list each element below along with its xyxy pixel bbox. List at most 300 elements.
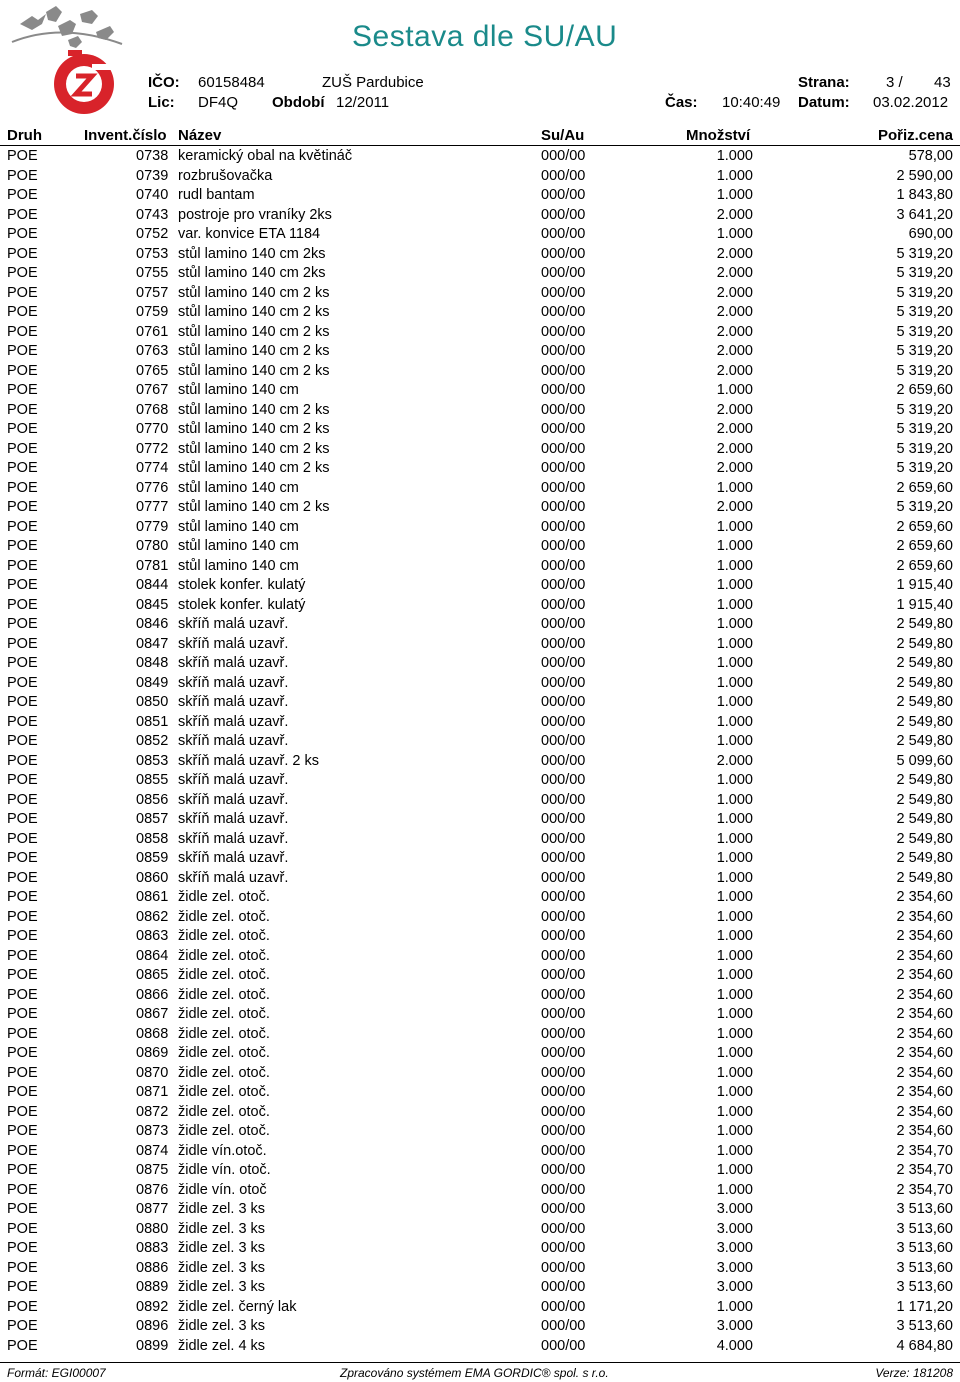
table-row (0, 1317, 960, 1337)
cell-nazev: var. konvice ETA 1184 (178, 226, 321, 242)
cell-porizovaci-cena: 2 549,80 (896, 791, 953, 808)
cell-invent-cislo: 0850 (136, 694, 169, 710)
cell-nazev: stůl lamino 140 cm (178, 557, 299, 574)
cell-mnozstvi: 1.000 (716, 1025, 753, 1042)
cell-druh: POE (7, 1064, 38, 1081)
cell-invent-cislo: 0772 (136, 440, 169, 457)
table-row (0, 362, 960, 382)
table-row (0, 693, 960, 713)
cell-mnozstvi: 2.000 (716, 343, 753, 359)
cell-invent-cislo: 0851 (136, 713, 169, 730)
cell-su-au: 000/00 (541, 694, 586, 710)
cell-druh: POE (7, 908, 38, 925)
cell-porizovaci-cena: 2 549,80 (896, 830, 953, 847)
cell-nazev: stůl lamino 140 cm (178, 479, 299, 496)
cell-su-au: 000/00 (541, 1279, 586, 1295)
cell-su-au: 000/00 (541, 1201, 586, 1217)
cell-mnozstvi: 1.000 (716, 167, 753, 184)
cell-mnozstvi: 3.000 (716, 1240, 753, 1256)
cell-druh: POE (7, 1240, 38, 1256)
cell-su-au: 000/00 (541, 1162, 586, 1178)
table-row (0, 615, 960, 635)
cell-su-au: 000/00 (541, 947, 586, 964)
data-table (0, 147, 960, 1356)
cell-porizovaci-cena: 5 319,20 (896, 499, 953, 515)
cell-nazev: židle zel. 3 ks (178, 1220, 266, 1237)
cell-su-au: 000/00 (541, 440, 586, 457)
cell-druh: POE (7, 362, 38, 379)
cell-su-au: 000/00 (541, 733, 586, 749)
org-name: ZUŠ Pardubice (322, 74, 424, 91)
cell-druh: POE (7, 967, 38, 983)
cell-nazev: židle zel. otoč. (178, 1045, 270, 1061)
cell-porizovaci-cena: 2 354,60 (896, 986, 953, 1003)
cell-nazev: stůl lamino 140 cm 2 ks (178, 401, 330, 418)
cell-su-au: 000/00 (541, 245, 586, 262)
cell-invent-cislo: 0889 (136, 1279, 169, 1295)
table-row (0, 830, 960, 850)
cell-su-au: 000/00 (541, 265, 586, 281)
cell-su-au: 000/00 (541, 167, 586, 184)
footer-version: Verze: 181208 (875, 1366, 953, 1380)
cell-invent-cislo: 0883 (136, 1240, 169, 1256)
table-row (0, 342, 960, 362)
cell-su-au: 000/00 (541, 811, 586, 827)
cell-mnozstvi: 1.000 (716, 577, 753, 593)
cell-su-au: 000/00 (541, 791, 586, 808)
cell-su-au: 000/00 (541, 713, 586, 730)
cell-su-au: 000/00 (541, 304, 586, 320)
cell-porizovaci-cena: 2 659,60 (896, 382, 953, 398)
cell-porizovaci-cena: 578,00 (908, 148, 953, 164)
cell-nazev: skříň malá uzavř. (178, 772, 289, 788)
cell-su-au: 000/00 (541, 674, 586, 691)
table-row (0, 1239, 960, 1259)
table-row (0, 927, 960, 947)
cell-su-au: 000/00 (541, 1103, 586, 1120)
cell-nazev: židle zel. otoč. (178, 1064, 270, 1081)
cell-porizovaci-cena: 2 590,00 (896, 167, 953, 184)
cell-nazev: skříň malá uzavř. (178, 616, 289, 632)
cell-invent-cislo: 0846 (136, 616, 169, 632)
table-row (0, 401, 960, 421)
cell-porizovaci-cena: 5 319,20 (896, 323, 953, 340)
cell-mnozstvi: 1.000 (716, 1064, 753, 1081)
cell-su-au: 000/00 (541, 1123, 586, 1139)
cell-su-au: 000/00 (541, 752, 586, 769)
cell-mnozstvi: 1.000 (716, 1045, 753, 1061)
cell-porizovaci-cena: 4 684,80 (896, 1337, 953, 1354)
cell-druh: POE (7, 752, 38, 769)
table-row (0, 1220, 960, 1240)
cell-porizovaci-cena: 3 513,60 (896, 1220, 953, 1237)
cell-druh: POE (7, 538, 38, 554)
cell-porizovaci-cena: 2 659,60 (896, 518, 953, 535)
cell-invent-cislo: 0859 (136, 850, 169, 866)
cell-nazev: židle zel. 3 ks (178, 1279, 266, 1295)
cell-druh: POE (7, 713, 38, 730)
cell-druh: POE (7, 1181, 38, 1198)
cell-mnozstvi: 1.000 (716, 1298, 753, 1315)
cell-nazev: stolek konfer. kulatý (178, 577, 306, 593)
table-row (0, 147, 960, 167)
cell-porizovaci-cena: 2 354,70 (896, 1142, 953, 1159)
cell-invent-cislo: 0864 (136, 947, 169, 964)
cell-invent-cislo: 0757 (136, 284, 169, 301)
cell-su-au: 000/00 (541, 850, 586, 866)
cell-mnozstvi: 1.000 (716, 1103, 753, 1120)
cell-porizovaci-cena: 3 513,60 (896, 1279, 953, 1295)
cell-su-au: 000/00 (541, 323, 586, 340)
cell-invent-cislo: 0856 (136, 791, 169, 808)
cell-nazev: židle zel. otoč. (178, 908, 270, 925)
cell-porizovaci-cena: 3 513,60 (896, 1240, 953, 1256)
cell-druh: POE (7, 1318, 38, 1334)
cell-druh: POE (7, 1298, 38, 1315)
cell-porizovaci-cena: 5 319,20 (896, 401, 953, 418)
report-title: Sestava dle SU/AU (352, 20, 618, 53)
cell-nazev: židle vín. otoč (178, 1181, 267, 1198)
strana-value: 3 / (886, 74, 903, 91)
cell-su-au: 000/00 (541, 1181, 586, 1198)
cell-porizovaci-cena: 3 513,60 (896, 1259, 953, 1276)
cell-su-au: 000/00 (541, 1240, 586, 1256)
cell-invent-cislo: 0767 (136, 382, 169, 398)
table-row (0, 381, 960, 401)
cell-su-au: 000/00 (541, 148, 586, 164)
cell-porizovaci-cena: 2 354,60 (896, 1006, 953, 1022)
cell-mnozstvi: 1.000 (716, 908, 753, 925)
cell-nazev: stůl lamino 140 cm 2 ks (178, 323, 330, 340)
cell-nazev: skříň malá uzavř. (178, 811, 289, 827)
cell-mnozstvi: 1.000 (716, 1162, 753, 1178)
cell-mnozstvi: 1.000 (716, 479, 753, 496)
cell-invent-cislo: 0770 (136, 421, 169, 437)
cell-mnozstvi: 1.000 (716, 1142, 753, 1159)
cell-mnozstvi: 1.000 (716, 772, 753, 788)
cell-nazev: stůl lamino 140 cm 2 ks (178, 440, 330, 457)
cell-nazev: skříň malá uzavř. (178, 791, 289, 808)
cell-porizovaci-cena: 5 319,20 (896, 304, 953, 320)
cell-mnozstvi: 1.000 (716, 557, 753, 574)
cell-invent-cislo: 0857 (136, 811, 169, 827)
cell-invent-cislo: 0872 (136, 1103, 169, 1120)
cell-druh: POE (7, 1123, 38, 1139)
cell-nazev: stůl lamino 140 cm 2 ks (178, 343, 330, 359)
cell-invent-cislo: 0892 (136, 1298, 169, 1315)
cell-su-au: 000/00 (541, 343, 586, 359)
cell-nazev: židle zel. 3 ks (178, 1201, 266, 1217)
cell-porizovaci-cena: 3 513,60 (896, 1201, 953, 1217)
cell-druh: POE (7, 304, 38, 320)
table-row (0, 1181, 960, 1201)
datum-label: Datum: (798, 94, 850, 111)
cell-nazev: židle zel. 3 ks (178, 1318, 266, 1334)
cell-porizovaci-cena: 2 549,80 (896, 850, 953, 866)
cell-mnozstvi: 1.000 (716, 1123, 753, 1139)
cell-druh: POE (7, 733, 38, 749)
cell-porizovaci-cena: 5 319,20 (896, 265, 953, 281)
birds-icon (12, 6, 122, 48)
cell-mnozstvi: 1.000 (716, 1006, 753, 1022)
cell-mnozstvi: 1.000 (716, 616, 753, 632)
cell-mnozstvi: 2.000 (716, 401, 753, 418)
cell-mnozstvi: 2.000 (716, 440, 753, 457)
cell-nazev: skříň malá uzavř. (178, 850, 289, 866)
cell-mnozstvi: 3.000 (716, 1259, 753, 1276)
cell-mnozstvi: 1.000 (716, 382, 753, 398)
cell-su-au: 000/00 (541, 908, 586, 925)
cell-druh: POE (7, 655, 38, 671)
table-row (0, 1044, 960, 1064)
cell-su-au: 000/00 (541, 1318, 586, 1334)
cell-mnozstvi: 2.000 (716, 304, 753, 320)
cell-invent-cislo: 0761 (136, 323, 169, 340)
cell-su-au: 000/00 (541, 421, 586, 437)
cell-su-au: 000/00 (541, 577, 586, 593)
cell-nazev: židle zel. otoč. (178, 1123, 270, 1139)
cell-invent-cislo: 0877 (136, 1201, 169, 1217)
cell-mnozstvi: 3.000 (716, 1279, 753, 1295)
cell-mnozstvi: 2.000 (716, 499, 753, 515)
cell-druh: POE (7, 343, 38, 359)
cell-porizovaci-cena: 2 549,80 (896, 869, 953, 886)
footer-rule (0, 1362, 960, 1363)
table-row (0, 1337, 960, 1357)
cell-mnozstvi: 1.000 (716, 1084, 753, 1100)
cell-invent-cislo: 0743 (136, 206, 169, 223)
cell-mnozstvi: 2.000 (716, 362, 753, 379)
cell-porizovaci-cena: 2 354,60 (896, 1103, 953, 1120)
table-row (0, 1005, 960, 1025)
cell-su-au: 000/00 (541, 401, 586, 418)
table-row (0, 752, 960, 772)
cell-invent-cislo: 0774 (136, 460, 169, 476)
cell-druh: POE (7, 284, 38, 301)
cell-druh: POE (7, 1045, 38, 1061)
cell-nazev: stůl lamino 140 cm 2 ks (178, 304, 330, 320)
ico-label: IČO: (148, 74, 180, 91)
cell-mnozstvi: 1.000 (716, 713, 753, 730)
cell-nazev: skříň malá uzavř. (178, 694, 289, 710)
table-row (0, 869, 960, 889)
cell-su-au: 000/00 (541, 362, 586, 379)
header-rule (0, 145, 960, 146)
cell-nazev: židle zel. otoč. (178, 986, 270, 1003)
cell-su-au: 000/00 (541, 1045, 586, 1061)
table-row (0, 1298, 960, 1318)
cell-druh: POE (7, 674, 38, 691)
cell-mnozstvi: 1.000 (716, 148, 753, 164)
cell-invent-cislo: 0863 (136, 928, 169, 944)
cell-invent-cislo: 0853 (136, 752, 169, 769)
cell-invent-cislo: 0880 (136, 1220, 169, 1237)
cell-mnozstvi: 1.000 (716, 986, 753, 1003)
cell-porizovaci-cena: 1 915,40 (896, 596, 953, 613)
table-row (0, 225, 960, 245)
cell-nazev: skříň malá uzavř. (178, 674, 289, 691)
table-row (0, 1259, 960, 1279)
cell-nazev: skříň malá uzavř. (178, 635, 289, 652)
cell-su-au: 000/00 (541, 1337, 586, 1354)
cell-su-au: 000/00 (541, 538, 586, 554)
cell-druh: POE (7, 1025, 38, 1042)
cell-nazev: židle zel. otoč. (178, 1103, 270, 1120)
cell-porizovaci-cena: 2 354,70 (896, 1162, 953, 1178)
cell-invent-cislo: 0740 (136, 187, 169, 203)
cell-invent-cislo: 0869 (136, 1045, 169, 1061)
cell-druh: POE (7, 382, 38, 398)
cell-su-au: 000/00 (541, 206, 586, 223)
cell-invent-cislo: 0896 (136, 1318, 169, 1334)
col-porizovaci-cena: Pořiz.cena (877, 127, 953, 144)
cell-druh: POE (7, 518, 38, 535)
cell-druh: POE (7, 811, 38, 827)
cell-nazev: skříň malá uzavř. (178, 869, 289, 886)
cell-nazev: židle zel. 3 ks (178, 1240, 266, 1256)
table-row (0, 1064, 960, 1084)
cell-mnozstvi: 4.000 (716, 1337, 753, 1354)
cell-druh: POE (7, 889, 38, 905)
col-invent: Invent.číslo (84, 127, 167, 144)
cell-druh: POE (7, 148, 38, 164)
cell-mnozstvi: 3.000 (716, 1220, 753, 1237)
cell-porizovaci-cena: 1 171,20 (896, 1298, 953, 1315)
cell-nazev: skříň malá uzavř. (178, 733, 289, 749)
cell-nazev: postroje pro vraníky 2ks (178, 206, 332, 223)
cell-porizovaci-cena: 2 354,60 (896, 1064, 953, 1081)
obdobi-value: 12/2011 (336, 94, 390, 111)
cell-nazev: židle zel. černý lak (178, 1298, 297, 1315)
cell-su-au: 000/00 (541, 1220, 586, 1237)
table-row (0, 771, 960, 791)
cell-su-au: 000/00 (541, 557, 586, 574)
cell-mnozstvi: 1.000 (716, 850, 753, 866)
table-row (0, 986, 960, 1006)
table-row (0, 420, 960, 440)
cell-invent-cislo: 0862 (136, 908, 169, 925)
cell-mnozstvi: 1.000 (716, 518, 753, 535)
cell-invent-cislo: 0873 (136, 1123, 169, 1139)
table-row (0, 908, 960, 928)
cell-druh: POE (7, 187, 38, 203)
cell-druh: POE (7, 265, 38, 281)
cell-porizovaci-cena: 2 549,80 (896, 733, 953, 749)
cell-porizovaci-cena: 2 549,80 (896, 811, 953, 827)
cell-invent-cislo: 0899 (136, 1337, 169, 1354)
cell-nazev: skříň malá uzavř. 2 ks (178, 752, 320, 769)
col-su-au: Su/Au (541, 127, 585, 144)
cell-porizovaci-cena: 690,00 (908, 226, 953, 242)
cell-porizovaci-cena: 2 549,80 (896, 694, 953, 710)
table-row (0, 479, 960, 499)
table-row (0, 1200, 960, 1220)
cell-porizovaci-cena: 5 099,60 (896, 752, 953, 769)
cell-su-au: 000/00 (541, 1142, 586, 1159)
table-row (0, 1161, 960, 1181)
cell-su-au: 000/00 (541, 1064, 586, 1081)
cell-invent-cislo: 0860 (136, 869, 169, 886)
table-row (0, 966, 960, 986)
cell-mnozstvi: 2.000 (716, 284, 753, 301)
strana-label: Strana: (798, 74, 850, 91)
cell-nazev: stůl lamino 140 cm (178, 518, 299, 535)
cell-druh: POE (7, 694, 38, 710)
cell-invent-cislo: 0867 (136, 1006, 169, 1022)
cell-druh: POE (7, 1162, 38, 1178)
cell-su-au: 000/00 (541, 596, 586, 613)
cell-invent-cislo: 0755 (136, 265, 169, 281)
table-row (0, 732, 960, 752)
cell-nazev: stůl lamino 140 cm 2 ks (178, 460, 330, 476)
cell-porizovaci-cena: 5 319,20 (896, 362, 953, 379)
table-row (0, 206, 960, 226)
table-row (0, 1103, 960, 1123)
cell-druh: POE (7, 1279, 38, 1295)
table-row (0, 947, 960, 967)
cell-su-au: 000/00 (541, 284, 586, 301)
cell-druh: POE (7, 323, 38, 340)
cell-druh: POE (7, 791, 38, 808)
lic-label: Lic: (148, 94, 175, 111)
cell-invent-cislo: 0845 (136, 596, 169, 613)
cell-su-au: 000/00 (541, 1084, 586, 1100)
cell-su-au: 000/00 (541, 928, 586, 944)
cell-porizovaci-cena: 3 641,20 (896, 206, 953, 223)
table-row (0, 440, 960, 460)
table-row (0, 303, 960, 323)
cell-porizovaci-cena: 2 354,60 (896, 1123, 953, 1139)
table-row (0, 186, 960, 206)
cell-porizovaci-cena: 1 843,80 (896, 187, 953, 203)
table-row (0, 1083, 960, 1103)
cell-su-au: 000/00 (541, 226, 586, 242)
cell-druh: POE (7, 577, 38, 593)
cell-nazev: rudl bantam (178, 187, 255, 203)
cell-invent-cislo: 0765 (136, 362, 169, 379)
ico-value: 60158484 (198, 74, 265, 91)
cell-druh: POE (7, 1201, 38, 1217)
cell-druh: POE (7, 479, 38, 496)
table-row (0, 596, 960, 616)
cell-porizovaci-cena: 2 659,60 (896, 557, 953, 574)
cell-nazev: židle zel. 4 ks (178, 1337, 266, 1354)
cell-porizovaci-cena: 2 549,80 (896, 655, 953, 671)
footer-processed: Zpracováno systémem EMA GORDIC® spol. s r.o. (340, 1366, 609, 1380)
cell-su-au: 000/00 (541, 986, 586, 1003)
cell-druh: POE (7, 167, 38, 184)
cell-druh: POE (7, 206, 38, 223)
cell-invent-cislo: 0876 (136, 1181, 169, 1198)
cell-druh: POE (7, 1103, 38, 1120)
cell-nazev: stůl lamino 140 cm 2 ks (178, 421, 330, 437)
cell-invent-cislo: 0753 (136, 245, 169, 262)
strana-total: 43 (934, 74, 951, 91)
cell-porizovaci-cena: 2 354,70 (896, 1181, 953, 1198)
cell-mnozstvi: 1.000 (716, 811, 753, 827)
cell-invent-cislo: 0855 (136, 772, 169, 788)
table-row (0, 635, 960, 655)
cell-druh: POE (7, 1006, 38, 1022)
cell-nazev: stůl lamino 140 cm 2 ks (178, 499, 330, 515)
cell-mnozstvi: 2.000 (716, 752, 753, 769)
cell-nazev: židle zel. otoč. (178, 1084, 270, 1100)
col-mnozstvi: Množství (686, 127, 751, 144)
cell-invent-cislo: 0752 (136, 226, 169, 242)
cell-invent-cislo: 0847 (136, 635, 169, 652)
obdobi-label: Období (272, 94, 325, 111)
cell-su-au: 000/00 (541, 830, 586, 847)
